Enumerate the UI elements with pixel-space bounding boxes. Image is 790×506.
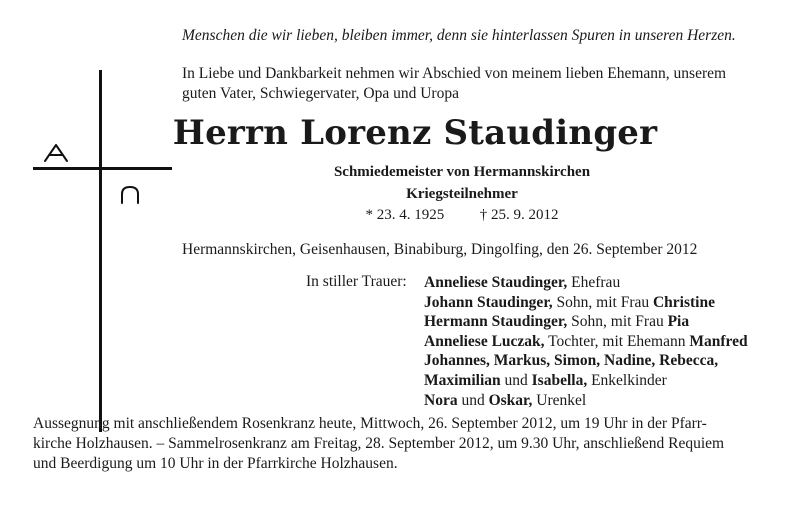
mourner-name: Anneliese Luczak, [424, 332, 545, 350]
mourner-line [424, 391, 748, 411]
mourner-relation: Tochter, mit Ehemann [544, 332, 690, 350]
mourner-name: Johannes, Markus, Simon, Nadine, Rebecca, [424, 352, 719, 370]
mourner-name: Manfred [689, 332, 748, 350]
mourner-line [424, 351, 748, 371]
mourner-relation: und [500, 371, 532, 389]
mourner-name: Hermann Staudinger, [424, 313, 568, 331]
title-veteran: Kriegsteilnehmer [406, 186, 518, 202]
mourner-name: Johann Staudinger, [424, 293, 553, 311]
occupation: Schmiedemeister von Hermannskirchen [333, 164, 591, 180]
mourner-line [424, 332, 748, 352]
mourner-name: Anneliese Staudinger, [424, 274, 568, 291]
motto-quote: Menschen die wir lieben, bleiben immer, denn sie hinterlassen Spuren in unseren Herzen. [182, 27, 736, 44]
footer-line: und Beerdigung um 10 Uhr in der Pfarrkirche Holzhausen. [33, 455, 398, 472]
omega-icon [119, 184, 141, 206]
mourner-relation: Enkelkinder [587, 371, 667, 389]
alpha-icon [42, 142, 72, 164]
mourner-line [424, 312, 748, 332]
mourner-line [424, 293, 748, 313]
mourner-name: Oskar, [488, 391, 533, 409]
birth-date: * 23. 4. 1925 [365, 207, 445, 223]
mourner-relation: und [457, 391, 489, 409]
mourner-name: Isabella, [531, 371, 588, 389]
life-dates [182, 207, 742, 224]
mourning-label: In stiller Trauer: [306, 273, 407, 290]
mourner-name: Maximilian [424, 371, 501, 389]
deceased-name: Herrn Lorenz Staudinger [172, 113, 658, 153]
mourners-list [424, 273, 748, 410]
cross-horizontal-bar [33, 167, 172, 170]
mourner-line [424, 371, 748, 391]
intro-text [182, 64, 772, 104]
place-and-date: Hermannskirchen, Geisenhausen, Binabiburg, Dingolfing, den 26. September 2012 [182, 241, 698, 258]
service-details [33, 414, 758, 474]
mourner-name: Nora [424, 391, 458, 409]
intro-line: In Liebe und Dankbarkeit nehmen wir Abschied von meinem lieben Ehemann, unserem [182, 65, 727, 82]
mourner-relation: Sohn, mit Frau [567, 313, 668, 331]
mourner-name: Christine [652, 293, 715, 311]
footer-line: Aussegnung mit anschließendem Rosenkranz heute, Mittwoch, 26. September 2012, um 19 Uhr in der Pfarr- [33, 415, 707, 432]
mourner-relation: Urenkel [532, 391, 587, 409]
mourner-relation: Sohn, mit Frau [552, 293, 653, 311]
mourner-relation: Ehefrau [567, 274, 621, 291]
death-date: † 25. 9. 2012 [479, 207, 559, 223]
footer-line: kirche Holzhausen. – Sammelrosenkranz am Freitag, 28. September 2012, um 9.30 Uhr, anschließend Requiem [33, 435, 725, 452]
intro-line: guten Vater, Schwiegervater, Opa und Uropa [182, 85, 459, 102]
mourner-line [424, 273, 748, 293]
mourner-name: Pia [667, 313, 690, 331]
